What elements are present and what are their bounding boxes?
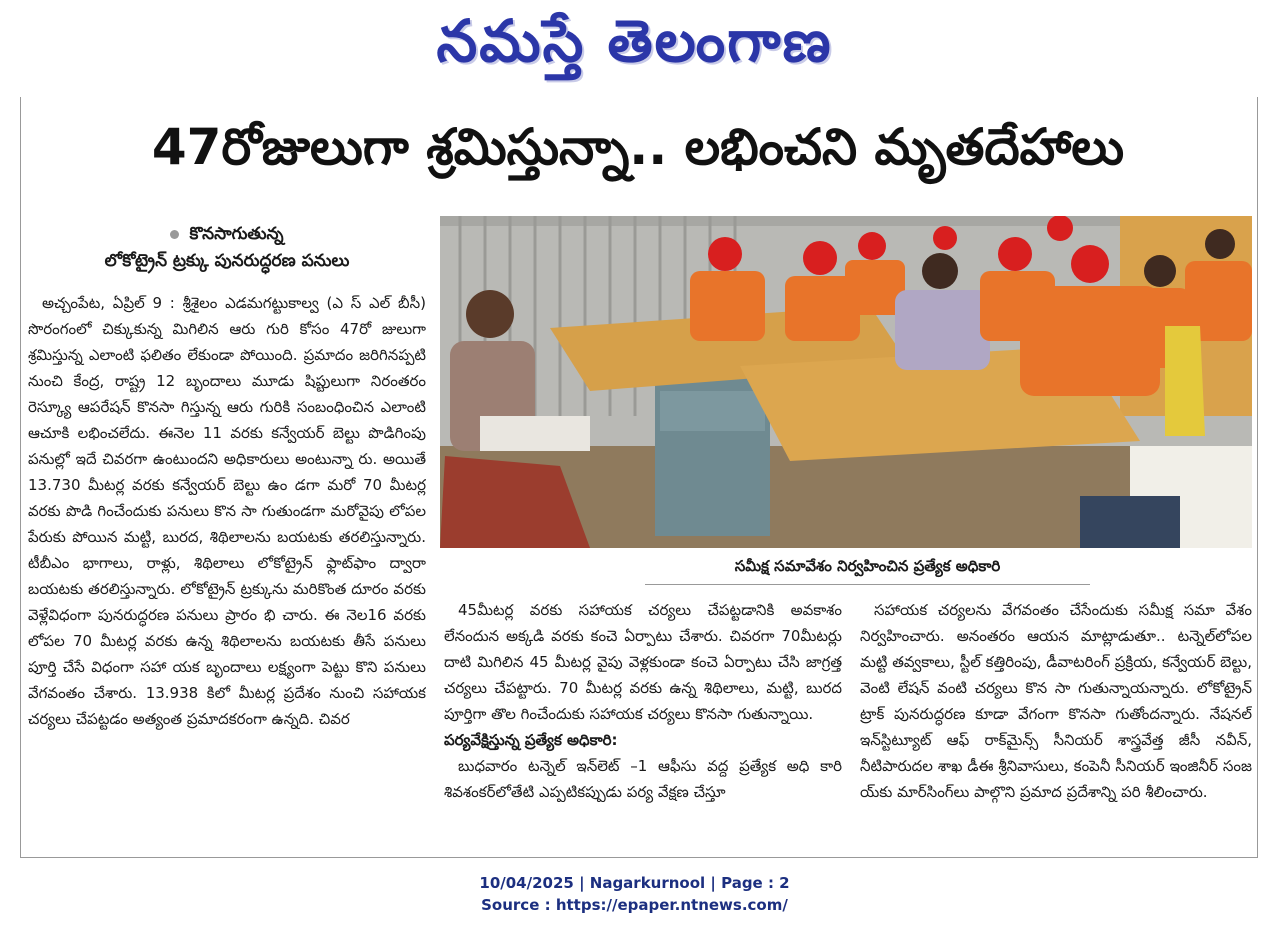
newspaper-logo: నమస్తే తెలంగాణ <box>436 7 833 75</box>
article-column-3 <box>860 597 1252 855</box>
article-column-1 <box>28 290 426 850</box>
subhead-line2: లోకోట్రైన్ ట్రక్కు పునరుద్ధరణ పనులు <box>104 251 350 271</box>
article-paragraph: అచ్చంపేట, ఏప్రిల్ 9 : శ్రీశైలం ఎడమగట్టుకాల్వ (ఎ స్ ఎల్ బీసీ) సొరంగంలో చిక్కుకున్న మిగిలిన ఆరు గురి కోసం 47రో జులుగా శ్రమిస్తున్న ఎలాంటి ఫలితం లేకుండా పోయింది. ప్రమాదం జరిగినప్పటి నుంచి కేంద్ర, రాష్ట్ర 12 బృందాలు మూడు షిప్టులుగా నిరంతరం రెస్క్యూ ఆపరేషన్ కొనసా గిస్తున్న ఆరు గురికి సంబంధించిన ఎలాంటి ఆచూకి లభించలేదు. ఈనెల 11 వరకు కన్వేయర్ బెల్టు పొడిగింపు పనుల్లో ఇదే చివరగా ఉంటుందని అధికారులు అంటున్నా రు. అయితే 13.730 మీటర్ల వరకు కన్వేయర్ బెల్టు ఉం డగా మరో 70 మీటర్ల వరకు పొడి గించేందుకు పనులు కొన సా గుతుండగా మరోవైపు లోపల పేరుకు పోయిన మట్టి, బురద, శిథిలాలను బయటకు తరలిస్తున్నారు. టీబీఎం భాగాలు, రాళ్లు, శిథిలాలు లోకోట్రైన్ ఫ్లాట్‌ఫాం ద్వారా బయటకు తరలిస్తున్నారు. లోకోట్రైన్ ట్రక్కును మరికొంత దూరం వరకు వెళ్లేవిధంగా పునరుద్ధరణ పనులు ప్రారం భి చారు. ఈ నెల16 వరకు లోపల 70 మీటర్ల వరకు ఉన్న శిథిలాలను బయటకు తీసే పనులు పూర్తి చేసే విధంగా సహా యక బృందాలు లక్ష్యంగా పెట్టు కొని పనులు వేగవంతం చేశారు. 13.938 కిలో మీటర్ల ప్రదేశం నుంచి సహాయక చర్యలు చేపట్టడం అత్యంత ప్రమాదకరంగా ఉన్నది. చివర <box>28 294 426 728</box>
bullet-icon <box>170 230 179 239</box>
article-column-2 <box>444 597 842 855</box>
article-paragraph: 45మీటర్ల వరకు సహాయక చర్యలు చేపట్టడానికి అవకాశం లేనందున అక్కడి వరకు కంచె ఏర్పాటు చేశారు. చివరగా 70మీటర్లు దాటి మిగిలిన 45 మీటర్ల వైపు వెళ్లకుండా కంచె ఏర్పాటు చేసి జాగ్రత్త చర్యలు చేపట్టారు. 70 మీటర్ల వరకు ఉన్న శిథిలాలు, మట్టి, బురద పూర్తిగా తొల గించేందుకు సహాయక చర్యలు కొనసా గుతున్నాయి. <box>444 601 842 723</box>
footer-source-link[interactable]: Source : https://epaper.ntnews.com/ <box>481 896 788 914</box>
meeting-photo <box>440 216 1252 548</box>
masthead <box>0 0 1269 95</box>
subhead-line1: కొనసాగుతున్న <box>189 224 284 244</box>
footer-edition-info: 10/04/2025 | Nagarkurnool | Page : 2 <box>479 874 790 892</box>
article-paragraph: బుధవారం టన్నెల్ ఇన్‌లెట్ –1 ఆఫీసు వద్ద ప్రత్యేక అధి కారి శివశంకర్‌లోతేటి ఎప్పటికప్పుడు పర్య వేక్షణ చేస్తూ <box>444 757 842 801</box>
article-subheading: పర్యవేక్షిస్తున్న ప్రత్యేక అధికారి: <box>444 731 618 749</box>
footer <box>0 872 1269 916</box>
photo-caption: సమీక్ష సమావేశం నిర్వహించిన ప్రత్యేక అధికారి <box>645 554 1090 585</box>
subheadline <box>22 222 432 275</box>
headline: 47రోజులుగా శ్రమిస్తున్నా.. లభించని మృతదేహాలు <box>151 118 1125 176</box>
meeting-photo-image <box>440 216 1252 548</box>
article-paragraph: సహాయక చర్యలను వేగవంతం చేసేందుకు సమీక్ష సమా వేశం నిర్వహించారు. అనంతరం ఆయన మాట్లాడుతూ.. టన్నెల్‌లోపల మట్టి తవ్వకాలు, స్టీల్ కత్తిరింపు, డీవాటరింగ్ ప్రక్రియ, కన్వేయర్ బెల్టు, వెంటి లేషన్ వంటి చర్యలు కొన సా గుతున్నాయన్నారు. లోకోట్రైన్ ట్రాక్ పునరుద్ధరణ కూడా వేగంగా కొనసా గుతోందన్నారు. నేషనల్ ఇన్‌స్టిట్యూట్ ఆఫ్ రాక్‌మైన్స్ సీనియర్ శాస్త్రవేత్త జీసీ నవీన్, నీటిపారుదల శాఖ డీఈ శ్రీనివాసులు, కంపెనీ సీనియర్ ఇంజినీర్ సంజ య్‌కు మార్‌సింగ్‌లు పాల్గొని ప్రమాద ప్రదేశాన్ని పరి శీలించారు. <box>860 601 1252 801</box>
